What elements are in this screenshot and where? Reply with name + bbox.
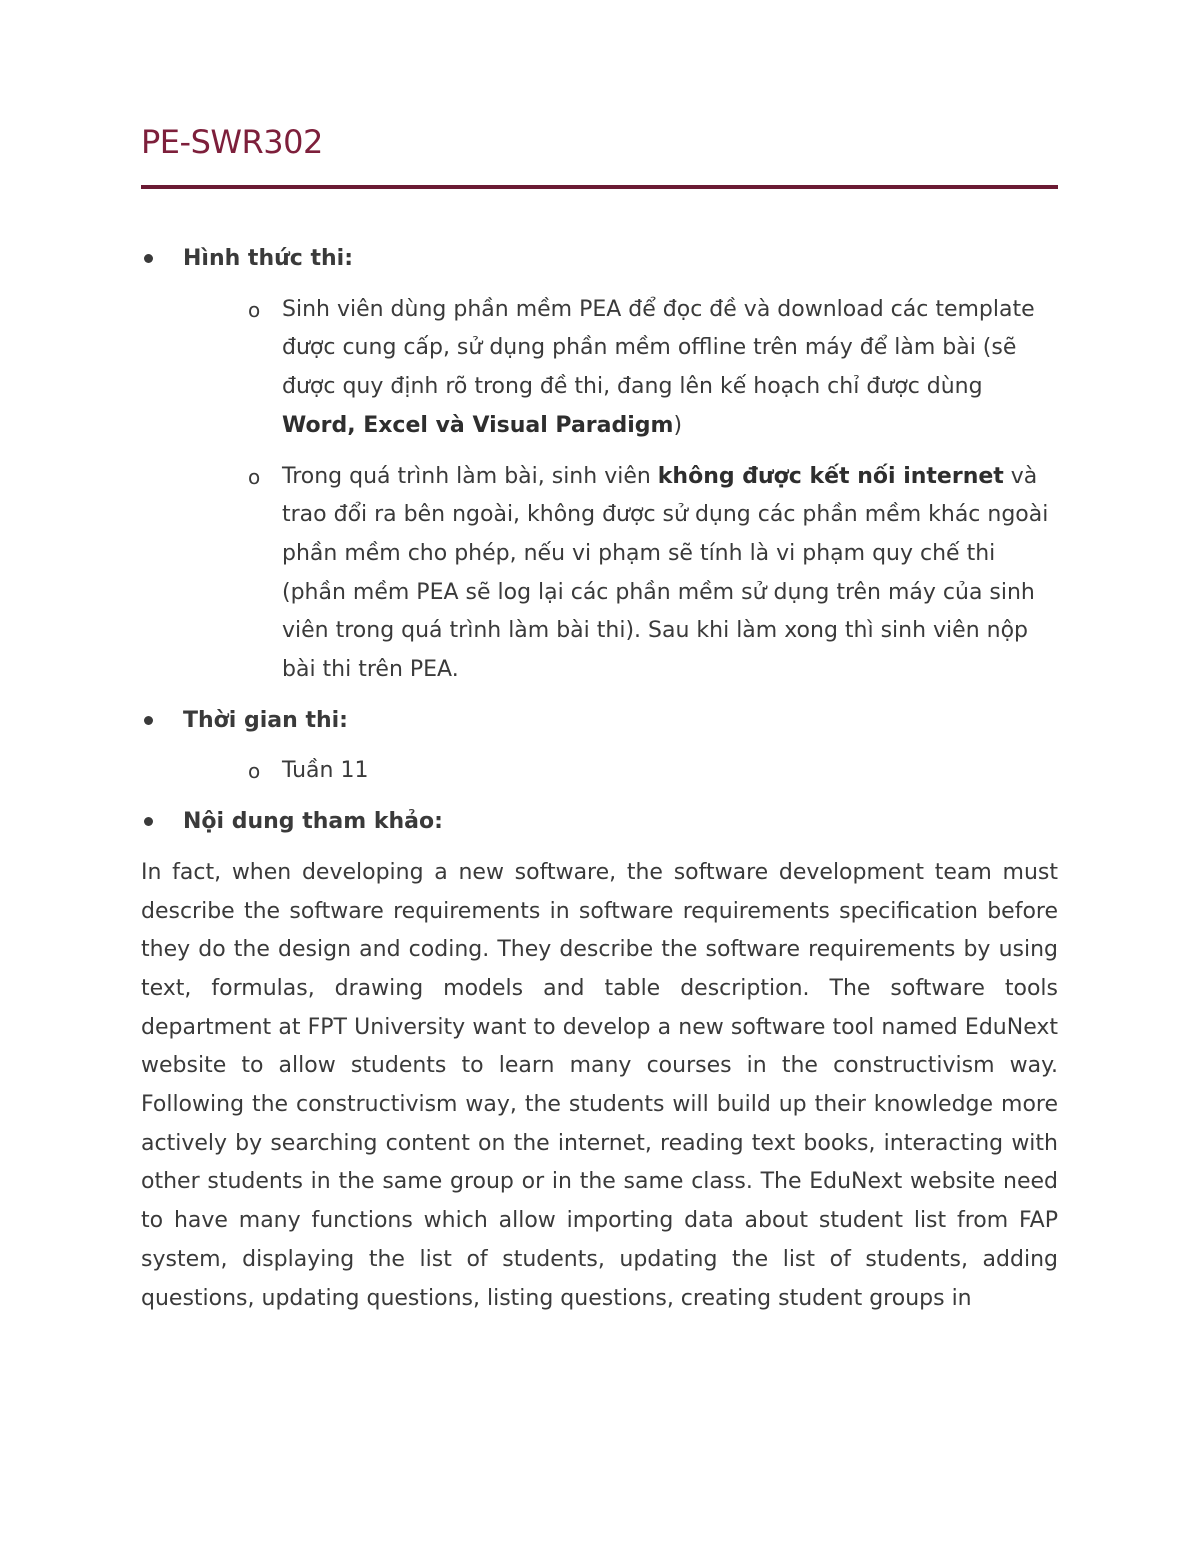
section-heading: Hình thức thi:: [183, 246, 353, 271]
bullet-icon: [144, 716, 153, 725]
bullet-icon: [144, 254, 153, 263]
section-heading: Thời gian thi:: [183, 707, 348, 733]
sub-list-exam-time: [141, 752, 1058, 791]
body-paragraph: In fact, when developing a new software, the software development team must describe the software requirements in software requirements specification before they do the design and coding. They describe the software requirements by using text, formulas, drawing models and table description. The software tools department at FPT University want to develop a new software tool named EduNext website to allow students to learn many courses in the constructivism way. Following the constructivism way, the students will build up their knowledge more actively by searching content on the internet, reading text books, interacting with other students in the same group or in the same class. The EduNext website need to have many functions which allow importing data about student list from FAP system, displaying the list of students, updating the list of students, adding questions, updating questions, listing questions, creating student groups in: [141, 859, 1058, 1311]
item-text: Trong quá trình làm bài, sinh viên: [282, 463, 658, 489]
list-item: [141, 291, 1058, 446]
list-item: [141, 458, 1058, 690]
item-text: Sinh viên dùng phần mềm PEA để đọc đề và download các template được cung cấp, sử dụng phần mềm offline trên máy để làm bài (sẽ được quy định rõ trong đề thi, đang lên kế hoạch chỉ được dùng: [282, 296, 1035, 400]
circle-bullet-icon: o: [248, 464, 261, 489]
document-title: PE-SWR302: [141, 123, 323, 161]
sub-list-exam-format: [141, 291, 1058, 690]
document-body: [141, 240, 1058, 1318]
bullet-reference-content: [141, 803, 1058, 842]
title-divider: [141, 185, 1058, 189]
bullet-exam-format: [141, 240, 1058, 279]
circle-bullet-icon: o: [248, 759, 261, 784]
bullet-exam-time: [141, 702, 1058, 741]
item-bold-text: Word, Excel và Visual Paradigm: [282, 412, 674, 438]
item-text: Tuần 11: [282, 758, 369, 784]
list-item: [141, 752, 1058, 791]
circle-bullet-icon: o: [248, 297, 261, 322]
item-text-after: ): [673, 412, 683, 438]
section-heading: Nội dung tham khảo:: [183, 809, 443, 835]
bullet-icon: [144, 817, 153, 826]
item-text-after: và trao đổi ra bên ngoài, không được sử dụng các phần mềm khác ngoài phần mềm cho phép, nếu vi phạm sẽ tính là vi phạm quy chế thi (phần mềm PEA sẽ log lại các phần mềm sử dụng trên máy của sinh viên trong quá trình làm bài thi). Sau khi làm xong thì sinh viên nộp bài thi trên PEA.: [282, 463, 1049, 683]
item-bold-text: không được kết nối internet: [657, 463, 1004, 489]
